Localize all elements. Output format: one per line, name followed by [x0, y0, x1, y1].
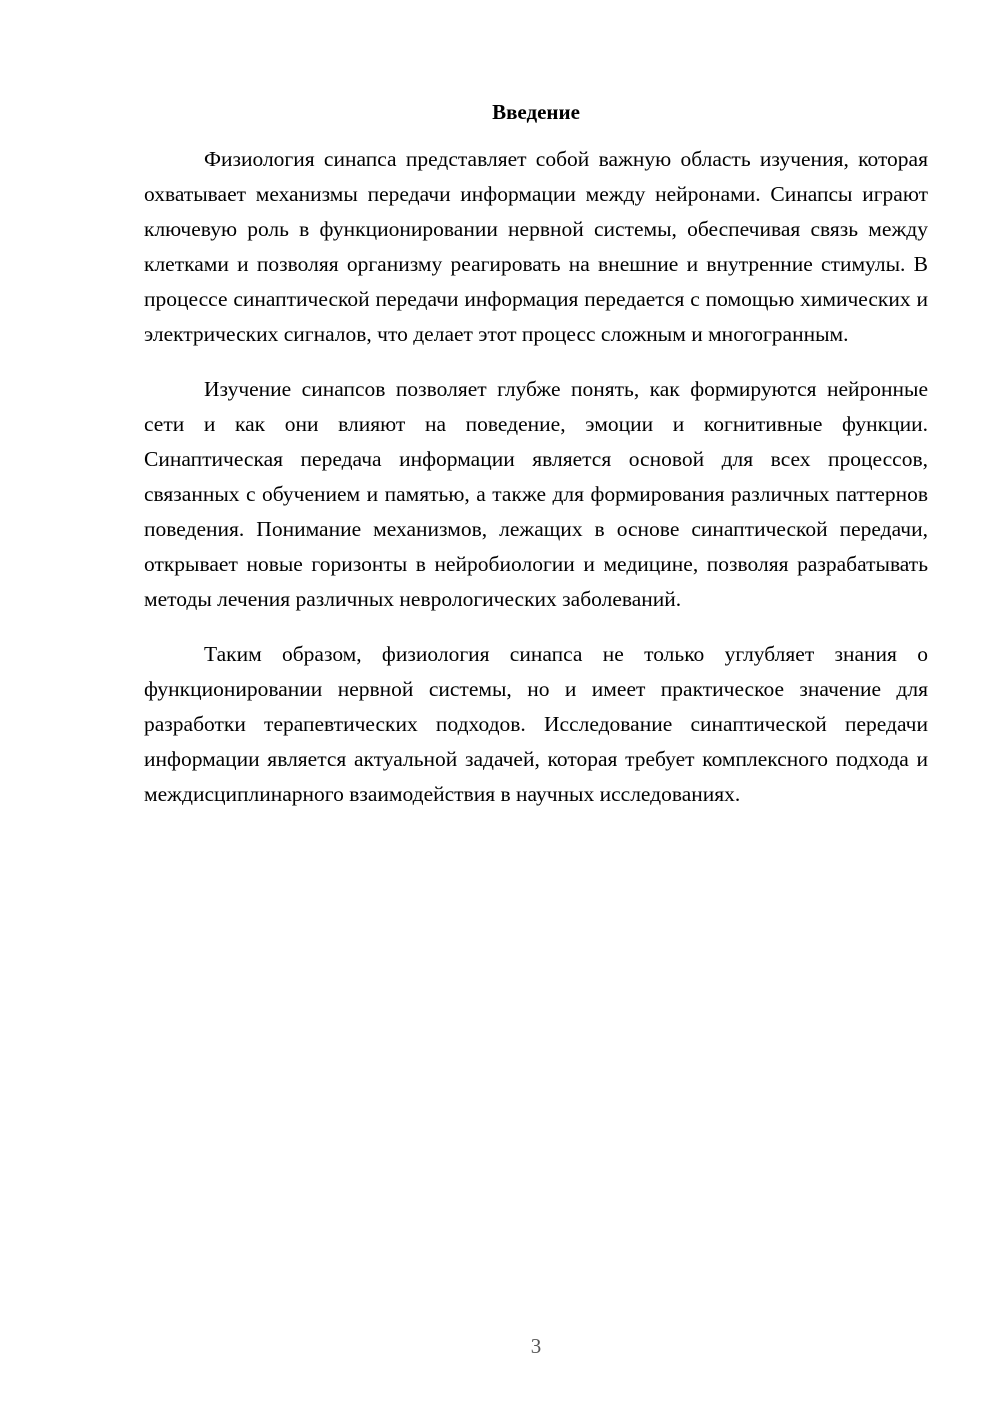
- paragraph-1: Физиология синапса представляет собой важную область изучения, которая охватывает механизмы передачи информации между нейронами. Синапсы играют ключевую роль в функционировании нервной системы, обеспечивая связь между клетками и позволяя организму реагировать на внешние и внутренние стимулы. В процессе синаптической передачи информация передается с помощью химических и электрических сигналов, что делает этот процесс сложным и многогранным.: [144, 147, 928, 346]
- page-number: 3: [530, 1334, 542, 1358]
- paragraph-3: Таким образом, физиология синапса не только углубляет знания о функционировании нервной системы, но и имеет практическое значение для разработки терапевтических подходов. Исследование синаптической передачи информации является актуальной задачей, которая требует комплексного подхода и междисциплинарного взаимодействия в научных исследованиях.: [144, 642, 928, 806]
- page-title: Введение: [492, 100, 580, 124]
- body-text: [144, 142, 928, 832]
- paragraph-2: Изучение синапсов позволяет глубже понять, как формируются нейронные сети и как они влияют на поведение, эмоции и когнитивные функции. Синаптическая передача информации является основой для всех процессов, связанных с обучением и памятью, а также для формирования различных паттернов поведения. Понимание механизмов, лежащих в основе синаптической передачи, открывает новые горизонты в нейробиологии и медицине, позволяя разрабатывать методы лечения различных неврологических заболеваний.: [144, 377, 928, 611]
